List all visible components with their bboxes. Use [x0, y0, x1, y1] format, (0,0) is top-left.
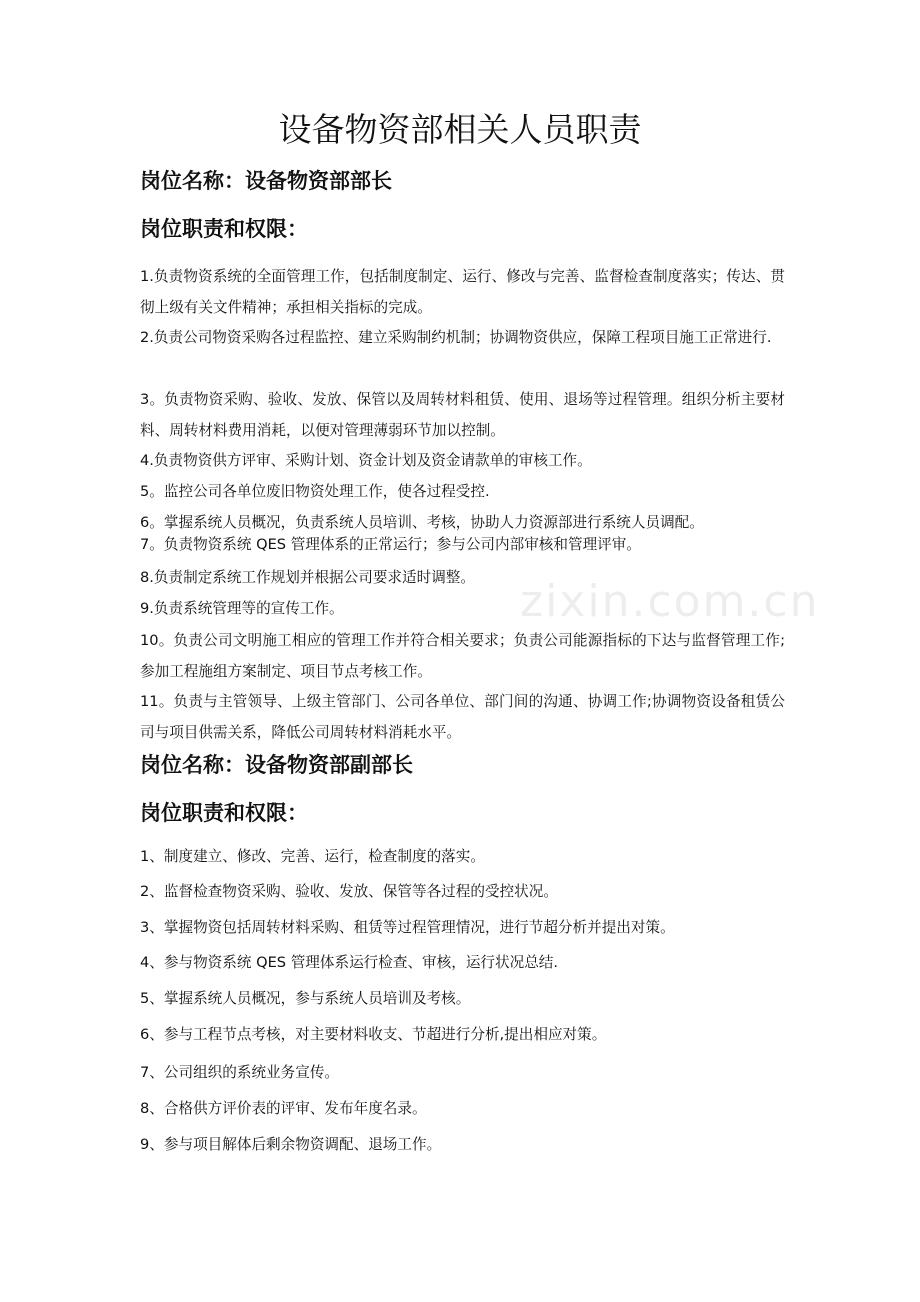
- duty-item: 3。负责物资采购、验收、发放、保管以及周转材料租赁、使用、退场等过程管理。组织分析主要材料、周转材料费用消耗，以便对管理薄弱环节加以控制。: [140, 391, 785, 439]
- duty-item: 11。负责与主管领导、上级主管部门、公司各单位、部门间的沟通、协调工作;协调物资设备租赁公司与项目供需关系，降低公司周转材料消耗水平。: [140, 693, 785, 741]
- duty-item: 4.负责物资供方评审、采购计划、资金计划及资金请款单的审核工作。: [140, 452, 592, 469]
- duty-item: 9.负责系统管理等的宣传工作。: [140, 600, 344, 617]
- duty-item: 1、制度建立、修改、完善、运行，检查制度的落实。: [140, 848, 485, 865]
- duty-item: 7。负责物资系统 QES 管理体系的正常运行；参与公司内部审核和管理评审。: [140, 536, 641, 553]
- duties-heading: 岗位职责和权限：: [140, 801, 308, 825]
- duty-item: 3、掌握物资包括周转材料采购、租赁等过程管理情况，进行节超分析并提出对策。: [140, 919, 675, 936]
- duty-item: 9、参与项目解体后剩余物资调配、退场工作。: [140, 1136, 442, 1153]
- duty-item: 2、监督检查物资采购、验收、发放、保管等各过程的受控状况。: [140, 883, 558, 900]
- duty-item: 2.负责公司物资采购各过程监控、建立采购制约机制；协调物资供应，保障工程项目施工正常进行.: [140, 329, 772, 346]
- duty-item: 10。负责公司文明施工相应的管理工作并符合相关要求；负责公司能源指标的下达与监督管理工作;参加工程施组方案制定、项目节点考核工作。: [140, 632, 785, 680]
- duty-item: 8.负责制定系统工作规划并根据公司要求适时调整。: [140, 569, 475, 586]
- duty-item: 6、参与工程节点考核，对主要材料收支、节超进行分析,提出相应对策。: [140, 1026, 607, 1043]
- duty-item: 1.负责物资系统的全面管理工作，包括制度制定、运行、修改与完善、监督检查制度落实；传达、贯彻上级有关文件精神；承担相关指标的完成。: [140, 268, 785, 316]
- duty-item: 6。掌握系统人员概况，负责系统人员培训、考核，协助人力资源部进行系统人员调配。: [140, 514, 704, 531]
- document-title: 设备物资部相关人员职责: [278, 110, 642, 149]
- position-name-heading: 岗位名称：设备物资部部长: [140, 169, 392, 193]
- duty-item: 4、参与物资系统 QES 管理体系运行检查、审核，运行状况总结.: [140, 954, 559, 971]
- duty-item: 5、掌握系统人员概况，参与系统人员培训及考核。: [140, 990, 471, 1007]
- duties-heading: 岗位职责和权限：: [140, 217, 308, 241]
- duty-item: 7、公司组织的系统业务宣传。: [140, 1064, 340, 1081]
- duty-item: 5。监控公司各单位废旧物资处理工作，使各过程受控.: [140, 483, 490, 500]
- position-name-heading: 岗位名称：设备物资部副部长: [140, 753, 413, 777]
- duty-item: 8、合格供方评价表的评审、发布年度名录。: [140, 1100, 427, 1117]
- watermark: zixin.com.cn: [520, 576, 820, 627]
